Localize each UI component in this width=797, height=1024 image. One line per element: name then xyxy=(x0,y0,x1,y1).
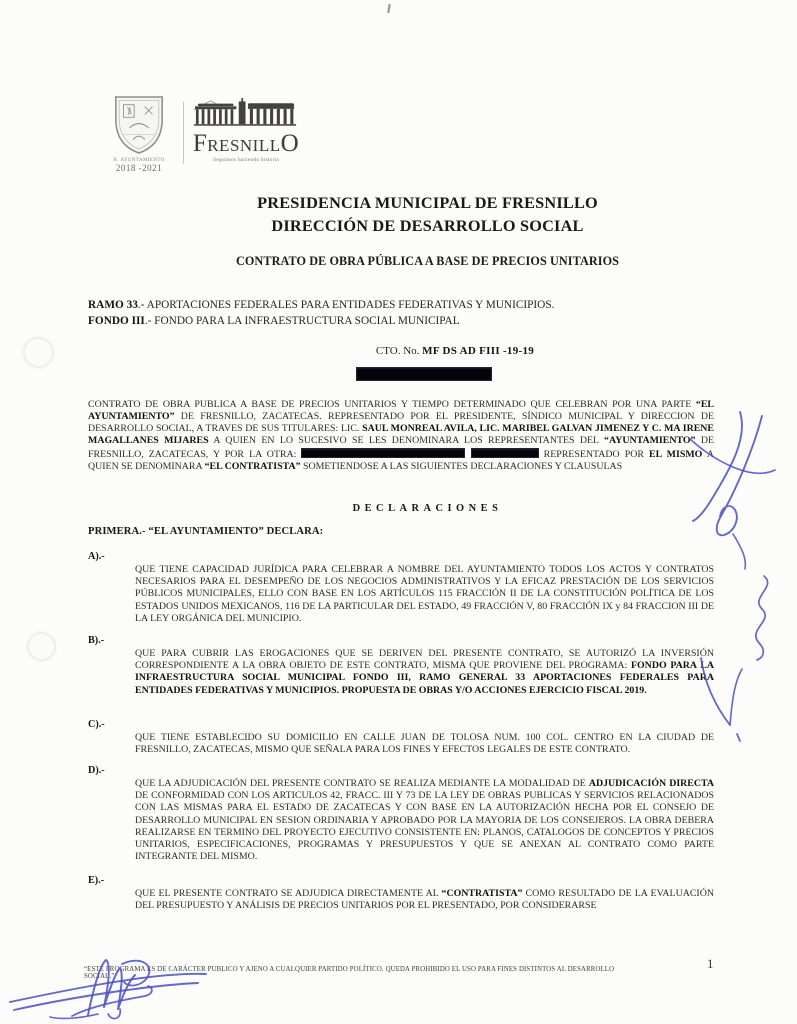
redaction-bar xyxy=(301,448,465,458)
declaration-item-c xyxy=(88,719,714,756)
redaction-bar xyxy=(471,448,539,458)
fondo-line xyxy=(88,314,720,330)
logo-divider xyxy=(183,102,184,164)
item-label: D).- xyxy=(88,765,105,776)
declaration-item-e xyxy=(88,875,714,912)
fondo-text: .- FONDO PARA LA INFRAESTRUCTURA SOCIAL MUNICIPAL xyxy=(144,314,460,327)
declaraciones-heading: DECLARACIONES xyxy=(352,503,503,514)
fresnillo-logo xyxy=(190,98,302,163)
declaration-item-b xyxy=(88,635,714,697)
contract-number-value: MF DS AD FIII -19-19 xyxy=(422,345,535,357)
item-text: QUE TIENE CAPACIDAD JURÍDICA PARA CELEBRAR A NOMBRE DEL AYUNTAMIENTO TODOS LOS ACTOS Y CONTRATOS NECESARIOS PARA EL DESEMPEÑO DE LOS NEGOCIOS ADMINISTRATIVOS Y LA EFICAZ PRESTACIÓN DE LOS SERVICIOS PÚBLICOS MUNICIPALES, ELLO CON BASE EN LOS ARTÍCULOS 115 FRACCIÓN II DE LA CONSTITUCIÓN POLÍTICA DE LOS ESTADOS UNIDOS MEXICANOS, 116 DE LA PARTICULAR DEL ESTADO, 49 FRACCIÓN V, 80 FRACCIÓN IX y 84 FRACCION III DE LA LEY ORGÁNICA DEL MUNICIPIO. xyxy=(135,564,714,624)
item-label: A).- xyxy=(88,551,105,562)
fresnillo-wordmark xyxy=(190,131,302,156)
item-text: QUE LA ADJUDICACIÓN DEL PRESENTE CONTRATO SE REALIZA MEDIANTE LA MODALIDAD DE ADJUDICACIÓN DIRECTA DE CONFORMIDAD CON LOS ARTICULOS 42, FRACC. III Y 73 DE LA LEY DE OBRAS PUBLICAS Y SERVICIOS RELACIONADOS CON LAS MISMAS PARA EL ESTADO DE ZACATECAS Y CON BASE EN LA AUTORIZACIÓN HECHA POR EL CONSEJO DE DESARROLLO MUNICIPAL EN SESION ORDINARIA Y APROBADO POR LA MAYORIA DE LOS CONSEJEROS. LA OBRA DEBERA REALIZARSE EN TERMINO DEL PROYECTO EJECUTIVO CONSISTENTE EN: PLANOS, CATALOGOS DE CONCEPTOS Y PRECIOS UNITARIOS, ESPECIFICACIONES, PROGRAMAS Y PRESUPUESTOS Y QUE SE ANEXAN AL CONTRATO COMO PARTE INTEGRANTE DEL MISMO. xyxy=(135,778,715,863)
fresnillo-building-icon xyxy=(194,98,298,127)
intro-paragraph: CONTRATO DE OBRA PUBLICA A BASE DE PRECIOS UNITARIOS Y TIEMPO DETERMINADO QUE CELEBRAN POR UNA PARTE “EL AYUNTAMIENTO” DE FRESNILLO, ZACATECAS. REPRESENTADO POR EL PRESIDENTE, SÍNDICO MUNICIPAL Y DIRECCION DE DESARROLLO SOCIAL, A TRAVES DE SUS TITULARES: LIC. SAUL MONREAL AVILA, LIC. MARIBEL GALVAN JIMENEZ Y C. MA IRENE MAGALLANES MIJARES A QUIEN EN LO SUCESIVO SE LES DENOMINARA LOS REPRESENTANTES DEL “AYUNTAMIENTO” DE FRESNILLO, ZACATECAS, Y POR LA OTRA: REPRESENTADO POR EL MISMO A QUIEN SE DENOMINARA “EL CONTRATISTA” SOMETIENDOSE A LAS SIGUIENTES DECLARACIONES Y CLAUSULAS xyxy=(88,399,714,472)
wordmark-letter: F xyxy=(192,130,208,157)
item-text: QUE EL PRESENTE CONTRATO SE ADJUDICA DIRECTAMENTE AL “CONTRATISTA” COMO RESULTADO DE LA EVALUACIÓN DEL PRESUPUESTO Y ANÁLISIS DE PRECIOS UNITARIOS POR EL PRESENTADO, POR CONSIDERARSE xyxy=(135,888,714,912)
document-subtitle: CONTRATO DE OBRA PÚBLICA A BASE DE PRECIOS UNITARIOS xyxy=(235,254,620,268)
municipal-shield-icon xyxy=(111,94,167,156)
title-line-1: PRESIDENCIA MUNICIPAL DE FRESNILLO xyxy=(257,193,598,212)
item-label: B).- xyxy=(88,635,105,646)
title-block xyxy=(140,191,715,269)
fondo-label: FONDO III xyxy=(88,314,145,327)
item-label: E).- xyxy=(88,875,105,886)
footer-legend: “ESTE PROGRAMA ES DE CARÁCTER PUBLICO Y AJENO A CUALQUIER PARTIDO POLÍTICO. QUEDA PROHIBIDO EL USO PARA FINES DISTINTOS AL DESARROLLO SOCIAL.” xyxy=(84,966,615,980)
punch-hole xyxy=(27,632,56,661)
item-text: QUE TIENE ESTABLECIDO SU DOMICILIO EN CALLE JUAN DE TOLOSA NUM. 100 COL. CENTRO EN LA CIUDAD DE FRESNILLO, ZACATECAS, MISMO QUE SEÑALA PARA LOS FINES Y EFECTOS LEGALES DE ESTE CONTRATO. xyxy=(135,732,714,756)
shield-years: 2018 -2021 xyxy=(115,163,163,173)
primera-declara-heading: PRIMERA.- “EL AYUNTAMIENTO” DECLARA: xyxy=(88,526,324,537)
punch-hole xyxy=(23,337,54,368)
scan-artifact-mark xyxy=(387,4,390,13)
declaration-item-a xyxy=(88,551,714,625)
item-label: C).- xyxy=(88,719,105,730)
fresnillo-tagline: Seguimos haciendo historia xyxy=(213,157,279,163)
letterhead xyxy=(99,94,302,173)
declaration-item-d xyxy=(88,765,714,863)
redaction-bar xyxy=(356,367,492,381)
shield-caption: H. AYUNTAMIENTO xyxy=(113,158,165,163)
item-text: QUE PARA CUBRIR LAS EROGACIONES QUE SE DERIVEN DEL PRESENTE CONTRATO, SE AUTORIZÓ LA INVERSIÓN CORRESPONDIENTE A LA OBRA OBJETO DE ESTE CONTRATO, MISMA QUE PROVIENE DEL PROGRAMA: FONDO PARA LA INFRAESTRUCTURA SOCIAL MUNICIPAL FONDO III, RAMO GENERAL 33 APORTACIONES FEDERALES PARA ENTIDADES FEDERATIVAS Y MUNICIPIOS. PROPUESTA DE OBRAS Y/O ACCIONES EJERCICIO FISCAL 2019. xyxy=(135,648,714,696)
municipal-shield-block xyxy=(99,94,179,173)
wordmark-letters: RESNILL xyxy=(207,136,281,155)
ramo-label: RAMO 33 xyxy=(88,299,138,311)
program-lines xyxy=(88,298,720,329)
ramo-line xyxy=(88,298,720,314)
document-title xyxy=(140,191,715,237)
signature-ink-bottom-left xyxy=(2,944,217,1024)
contract-number-line xyxy=(140,345,770,357)
wordmark-letter: O xyxy=(280,130,300,157)
title-line-2: DIRECCIÓN DE DESARROLLO SOCIAL xyxy=(271,216,584,235)
page-number: 1 xyxy=(707,956,714,971)
ramo-text: .- APORTACIONES FEDERALES PARA ENTIDADES FEDERATIVAS Y MUNICIPIOS. xyxy=(137,299,555,311)
contract-number-label: CTO. No. xyxy=(375,345,423,357)
